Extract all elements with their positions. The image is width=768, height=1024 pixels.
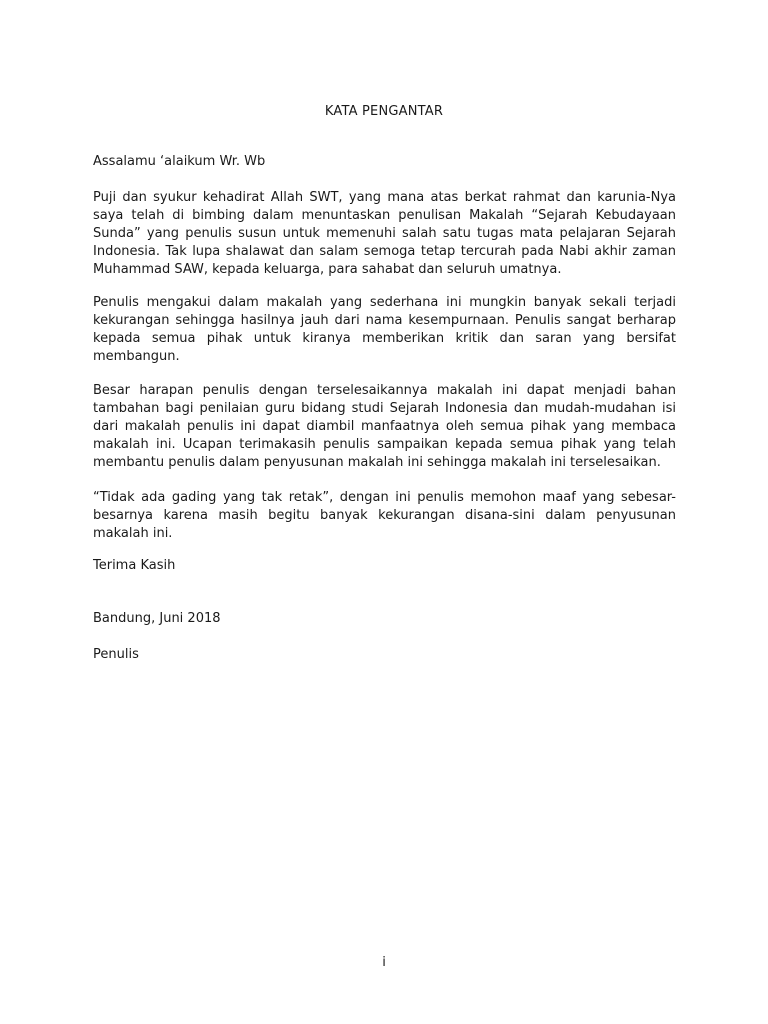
paragraph-3: Besar harapan penulis dengan terselesaikannya makalah ini dapat menjadi bahan tambahan bagi penilaian guru bidang studi Sejarah Indonesia dan mudah-mudahan isi dari makalah penulis ini dapat diambil manfaatnya oleh semua pihak yang membaca makalah ini. Ucapan terimakasih penulis sampaikan kepada semua pihak yang telah membantu penulis dalam penyusunan makalah ini sehingga makalah ini terselesaikan. xyxy=(93,383,676,470)
paragraph-4: “Tidak ada gading yang tak retak”, dengan ini penulis memohon maaf yang sebesar-besarnya karena masih begitu banyak kekurangan disana-sini dalam penyusunan makalah ini. xyxy=(93,490,676,541)
page-number: i xyxy=(382,955,386,970)
greeting-text: Assalamu ‘alaikum Wr. Wb xyxy=(93,154,266,169)
document-title: KATA PENGANTAR xyxy=(324,104,444,119)
paragraph-2: Penulis mengakui dalam makalah yang sederhana ini mungkin banyak sekali terjadi kekurangan sehingga hasilnya jauh dari nama kesempurnaan. Penulis sangat berharap kepada semua pihak untuk kiranya memberikan kritik dan saran yang bersifat membangun. xyxy=(93,295,676,364)
author-text: Penulis xyxy=(93,647,139,662)
closing-text: Terima Kasih xyxy=(93,558,176,573)
place-date-text: Bandung, Juni 2018 xyxy=(93,611,221,626)
paragraph-1: Puji dan syukur kehadirat Allah SWT, yang mana atas berkat rahmat dan karunia-Nya saya telah di bimbing dalam menuntaskan penulisan Makalah “Sejarah Kebudayaan Sunda” yang penulis susun untuk memenuhi salah satu tugas mata pelajaran Sejarah Indonesia. Tak lupa shalawat dan salam semoga tetap tercurah pada Nabi akhir zaman Muhammad SAW, kepada keluarga, para sahabat dan seluruh umatnya. xyxy=(93,190,676,277)
